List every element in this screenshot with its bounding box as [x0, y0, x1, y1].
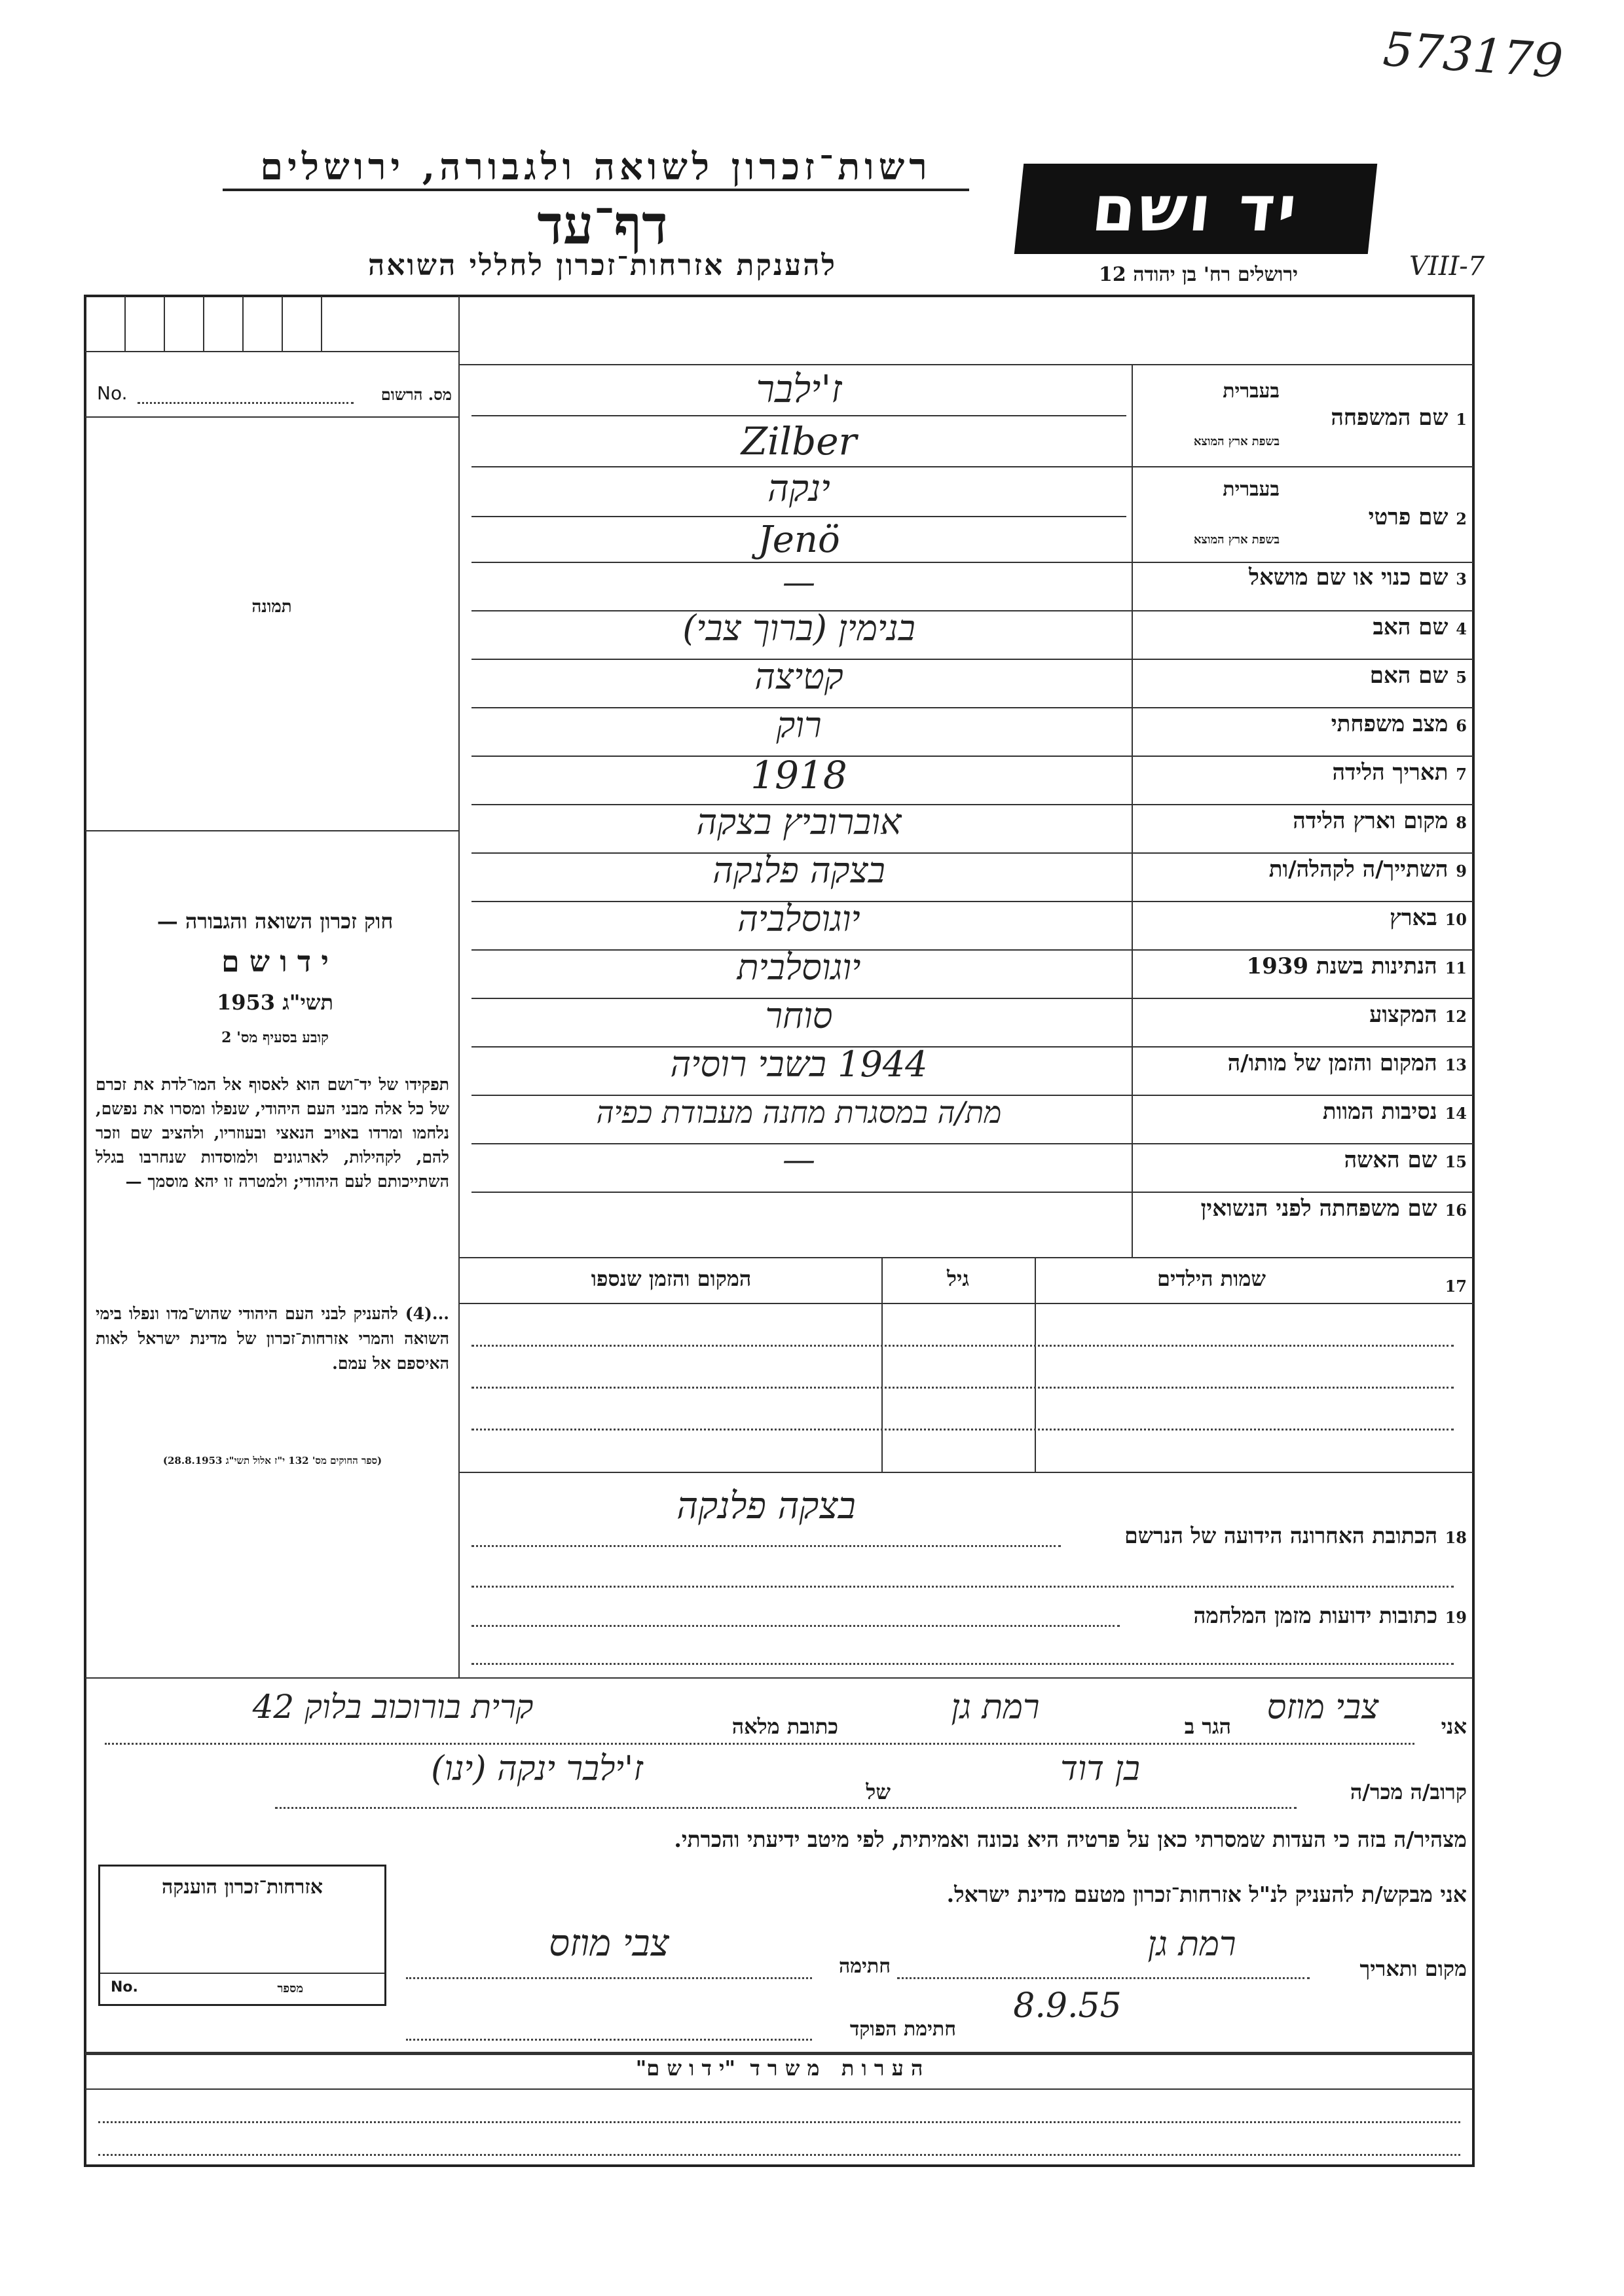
law-title: חוק זכרון השואה והגבורה —: [157, 909, 394, 934]
field-4-label-text: שם האב: [1373, 614, 1449, 640]
no-label: No.: [97, 382, 128, 404]
field-15-number: 15: [1445, 1152, 1467, 1171]
field-2-sub2: בשפת ארץ המוצא: [1193, 533, 1280, 547]
field-18-label-text: הכתובת האחרונה הידועה של הנרשם: [1124, 1523, 1438, 1548]
field-8-number: 8: [1456, 813, 1467, 832]
field-8-label: [1139, 808, 1467, 834]
field-7-number: 7: [1456, 765, 1467, 784]
office-notes-title: ה ע ר ו ת מ ש ר ד "י ד ו ש ם": [635, 2056, 923, 2081]
field-6-label-text: מצב משפחתי: [1331, 711, 1449, 737]
field-1-label: [1139, 405, 1467, 431]
declaration-ani: אני: [1441, 1714, 1467, 1739]
place-value[interactable]: רמת גן: [1147, 1925, 1236, 1964]
field-10-value[interactable]: יוגוסלביה: [737, 898, 860, 939]
field-14-number: 14: [1445, 1104, 1467, 1123]
field-3-number: 3: [1456, 570, 1467, 589]
field-2-value-origin[interactable]: Jenö: [758, 519, 840, 561]
field-14-label: [1139, 1099, 1467, 1125]
field-11-number: 11: [1445, 958, 1467, 977]
citizenship-granted-box: [98, 1865, 386, 2006]
field-5-value[interactable]: קטיצה: [754, 656, 843, 697]
field-12-label: [1139, 1002, 1467, 1028]
field-1-label-text: שם המשפחה: [1331, 405, 1449, 431]
field-2-sub1: בעברית: [1223, 478, 1280, 501]
law-footnote: (ספר החוקים מס' 132 י"ז אלול תשי"ג 28.8.1953): [162, 1455, 382, 1467]
field-13-value[interactable]: 1944 בשבי רוסיה: [670, 1044, 928, 1085]
field-12-label-text: המקצוע: [1369, 1002, 1437, 1028]
photo-label: תמונה: [251, 597, 292, 617]
logo-text: יד ושם: [1088, 172, 1303, 246]
page-subtitle: להענקת אזרחות־זכרון לחללי השואה: [367, 249, 837, 282]
field-3-value[interactable]: —: [783, 563, 815, 601]
field-5-number: 5: [1456, 668, 1467, 687]
field-5-label-text: שם האם: [1369, 663, 1449, 689]
field-14-label-text: נסיבות המוות: [1322, 1099, 1437, 1125]
law-paragraph-2: ...(4) להעניק לבני העם היהודי שהוש־מדו ונפלו בימי השואה והמרי אזרחות־זכרון של מדינת ישראל לאות האיספם אל עמם.: [96, 1304, 449, 1373]
children-number: 17: [1445, 1277, 1467, 1296]
field-4-value[interactable]: בנימין (ברוך צבי): [682, 608, 915, 649]
field-10-label: [1139, 905, 1467, 931]
field-8-label-text: מקום וארץ הלידה: [1293, 808, 1449, 834]
field-6-number: 6: [1456, 716, 1467, 735]
field-19-label: [1074, 1603, 1467, 1629]
field-9-label: [1139, 856, 1467, 883]
field-19-label-text: כתובות ידועות מזמן המלחמה: [1193, 1603, 1438, 1628]
pencil-code: VIII-7: [1409, 251, 1485, 282]
field-3-label-text: שם כנוי או שם מושאל: [1249, 564, 1449, 591]
field-19-number: 19: [1445, 1608, 1467, 1627]
field-9-value[interactable]: בצקה פלנקה: [712, 850, 885, 891]
page-title: דף־עד: [537, 194, 668, 257]
field-10-label-text: בארץ: [1390, 905, 1437, 931]
resides-label: הגר ב: [1184, 1714, 1231, 1739]
field-13-label: [1139, 1050, 1467, 1076]
field-4-label: [1139, 614, 1467, 640]
declarant-name[interactable]: צבי מוזס: [1266, 1688, 1379, 1727]
children-col-names: שמות הילדים: [1157, 1266, 1266, 1291]
declaration-line-4: אני מבקש/ת להעניק לנ"ל אזרחות־זכרון מטעם מדינת ישראל.: [946, 1882, 1467, 1907]
place-date-label: מקום ותאריך: [1359, 1956, 1467, 1981]
field-2-label: [1139, 504, 1467, 530]
field-2-number: 2: [1456, 509, 1467, 528]
field-14-value[interactable]: מת/ה במסגרת מחנה מעבודת כפיה: [596, 1095, 1002, 1130]
field-3-label: [1139, 564, 1467, 591]
field-6-label: [1139, 711, 1467, 737]
field-10-number: 10: [1445, 910, 1467, 929]
field-16-label: [1139, 1195, 1467, 1222]
field-7-label-text: תאריך הלידה: [1332, 759, 1449, 786]
children-col-place: המקום והזמן שנספו: [591, 1266, 752, 1291]
address-label: כתובת מלאה: [731, 1714, 838, 1739]
field-12-value[interactable]: סוחר: [765, 995, 833, 1036]
field-8-value[interactable]: אוברוביץ בצקה: [696, 801, 902, 843]
field-12-number: 12: [1445, 1007, 1467, 1026]
field-7-label: [1139, 759, 1467, 786]
law-clause: קובע בסעיף מס' 2: [221, 1029, 329, 1046]
date-value[interactable]: 8.9.55: [1013, 1986, 1122, 2026]
declarant-address[interactable]: קרית בורוכוב בלוק 42: [252, 1688, 534, 1726]
field-1-value-origin[interactable]: Zilber: [741, 419, 857, 464]
field-7-value[interactable]: 1918: [750, 753, 847, 797]
field-15-label-text: שם האשה: [1344, 1147, 1437, 1173]
field-2-label-text: שם פרטי: [1368, 504, 1449, 530]
address: ירושלים רח' בן יהודה 12: [1099, 263, 1298, 286]
org-line: רשות־זכרון לשואה ולגבורה, ירושלים: [223, 145, 969, 191]
field-15-label: [1139, 1147, 1467, 1173]
field-18-label: [1061, 1523, 1467, 1549]
field-15-value[interactable]: —: [783, 1140, 815, 1178]
citizenship-box-no: No.: [111, 1979, 138, 1995]
declaration-line-3: מצהיר/ה בזה כי העדות שמסרתי כאן על פרטיה היא נכונה ואמיתית, לפי מיטב ידיעתי והכרתי.: [674, 1827, 1467, 1852]
top-boxes: [124, 296, 458, 351]
field-1-number: 1: [1456, 410, 1467, 429]
field-1-sub1: בעברית: [1223, 380, 1280, 403]
field-18-value[interactable]: בצקה פלנקה: [676, 1485, 856, 1527]
yad-vashem-logo: [1014, 164, 1378, 254]
field-9-label-text: השתייך/ה לקהלה/ות: [1268, 856, 1449, 883]
field-2-value-hebrew[interactable]: ינקה: [767, 467, 830, 510]
signature-value[interactable]: צבי מוזס: [549, 1922, 669, 1965]
of-label: של: [866, 1779, 891, 1804]
field-4-number: 4: [1456, 619, 1467, 638]
citizenship-box-number-label: מספר: [277, 1982, 303, 1995]
field-16-number: 16: [1445, 1201, 1467, 1220]
field-13-number: 13: [1445, 1055, 1467, 1074]
relative-value[interactable]: בן דוד: [1060, 1749, 1140, 1789]
field-16-label-text: שם משפחתה לפני הנשואין: [1200, 1195, 1437, 1222]
field-5-label: [1139, 663, 1467, 689]
relative-label: קרוב/ה מכר/ה: [1350, 1779, 1467, 1804]
field-1-sub2: בשפת ארץ המוצא: [1193, 435, 1280, 448]
of-value[interactable]: ז'ילבר ינקה (ינו): [431, 1749, 643, 1789]
declarant-city[interactable]: רמת גן: [951, 1688, 1040, 1727]
children-col-age: גיל: [947, 1266, 969, 1291]
law-name: י ד ו ש ם: [221, 945, 329, 979]
field-18-number: 18: [1445, 1528, 1467, 1547]
field-11-label: [1139, 953, 1467, 979]
reg-no-label: מס. הרשום: [380, 385, 452, 404]
archive-number: 573179: [1381, 21, 1565, 89]
field-13-label-text: המקום והזמן של מותו/ה: [1227, 1050, 1437, 1076]
law-paragraph-1: תפקידו של יד־ושם הוא לאסוף אל המו־לדת את זכרם של כל אלה מבני העם היהודי, שנפלו ומסרו את נפשם, נלחמו ומרדו באויב הנאצי ובעוזריו, ולהציב שם וזכר להם, לקהילות, לארגונים ולמוסדות שנחרבו בגלל השתייכותם לעם היהודי; ולמטרה זו יהא מוסמך —: [96, 1075, 449, 1191]
field-11-label-text: הנתינות בשנת 1939: [1246, 953, 1437, 979]
citizenship-box-title: אזרחות־זכרון הוענקה: [161, 1876, 323, 1899]
field-11-value[interactable]: יוגוסלבית: [737, 947, 861, 988]
officer-signature-label: חתימת הפוקד: [849, 2018, 956, 2041]
law-year: תשי"ג 1953: [217, 990, 333, 1015]
signature-label: חתימה: [839, 1955, 891, 1978]
field-6-value[interactable]: רוק: [776, 704, 822, 746]
field-1-value-hebrew[interactable]: ז'ילבר: [756, 367, 842, 411]
field-9-number: 9: [1456, 862, 1467, 881]
